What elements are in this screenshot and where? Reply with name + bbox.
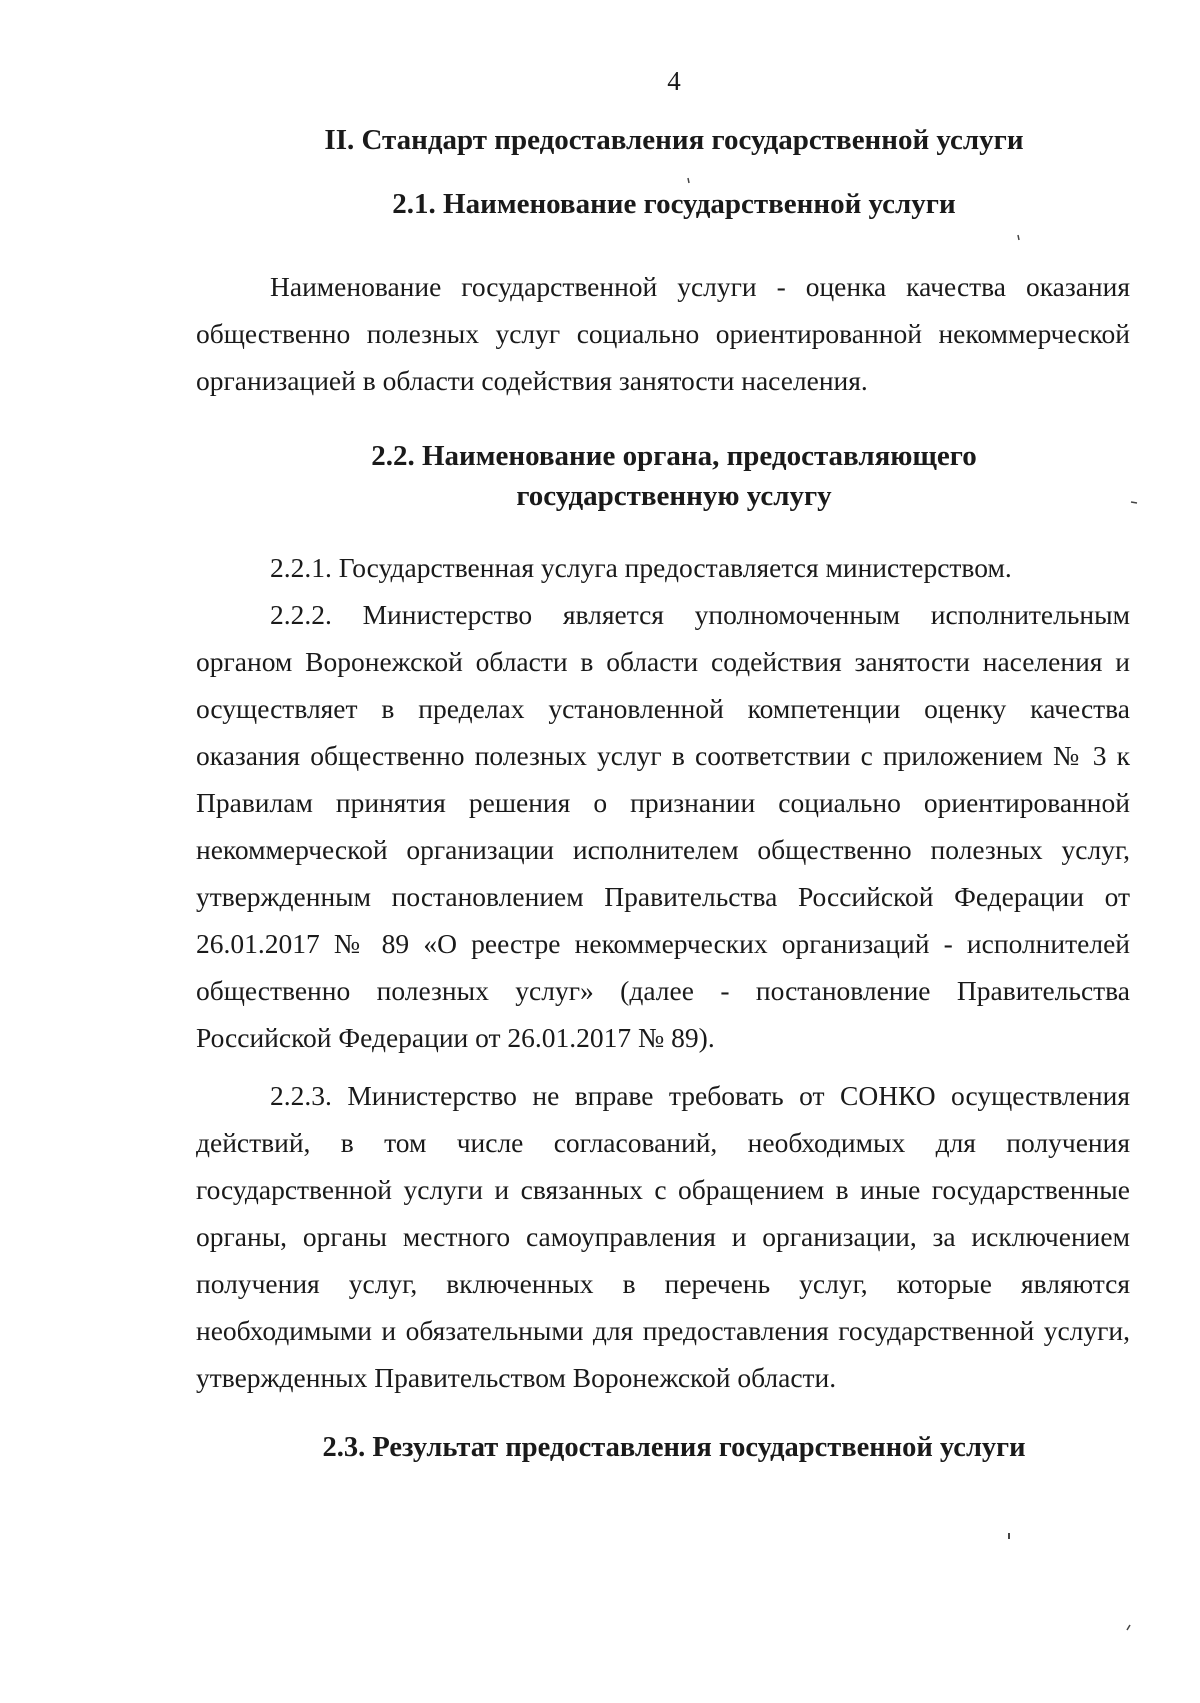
section-title: II. Стандарт предоставления государственной услуги bbox=[324, 124, 1024, 156]
paragraph-2-2-1: 2.2.1. Государственная услуга предоставляется министерством. bbox=[270, 552, 1012, 583]
heading-2-2-line2: государственную услугу bbox=[516, 480, 832, 512]
paragraph-2-2-3: 2.2.3. Министерство не вправе требовать от СОНКО осуществления действий, в том числе согласований, необходимых для получения государственной услуги и связанных с обращением в иные государственные органы, органы местного самоуправления и организации, за исключением получения услуг, включенных в перечень услуг, которые являются необходимыми и обязательными для предоставления государственной услуги, утвержденных Правительством Воронежской области. bbox=[196, 1080, 1130, 1393]
heading-2-2-line1: 2.2. Наименование органа, предоставляющего bbox=[371, 440, 977, 472]
heading-2-3: 2.3. Результат предоставления государственной услуги bbox=[322, 1432, 1026, 1463]
paragraph-2-1: Наименование государственной услуги - оценка качества оказания общественно полезных услуг социально ориентированной некоммерческой организацией в области содействия занятости населения. bbox=[196, 271, 1130, 396]
paragraph-2-2-2: 2.2.2. Министерство является уполномоченным исполнительным органом Воронежской области в области содействия занятости населения и осуществляет в пределах установленной компетенции оценку качества оказания общественно полезных услуг в соответствии с приложением № 3 к Правилам принятия решения о признании социально ориентированной некоммерческой организации исполнителем общественно полезных услуг, утвержденным постановлением Правительства Российской Федерации от 26.01.2017 № 89 «О реестре некоммерческих организаций - исполнителей общественно полезных услуг» (далее - постановление Правительства Российской Федерации от 26.01.2017 № 89). bbox=[196, 599, 1130, 1053]
heading-2-1: 2.1. Наименование государственной услуги bbox=[392, 188, 956, 220]
heading-2-2 bbox=[74, 436, 1200, 516]
page-number: 4 bbox=[667, 66, 681, 96]
